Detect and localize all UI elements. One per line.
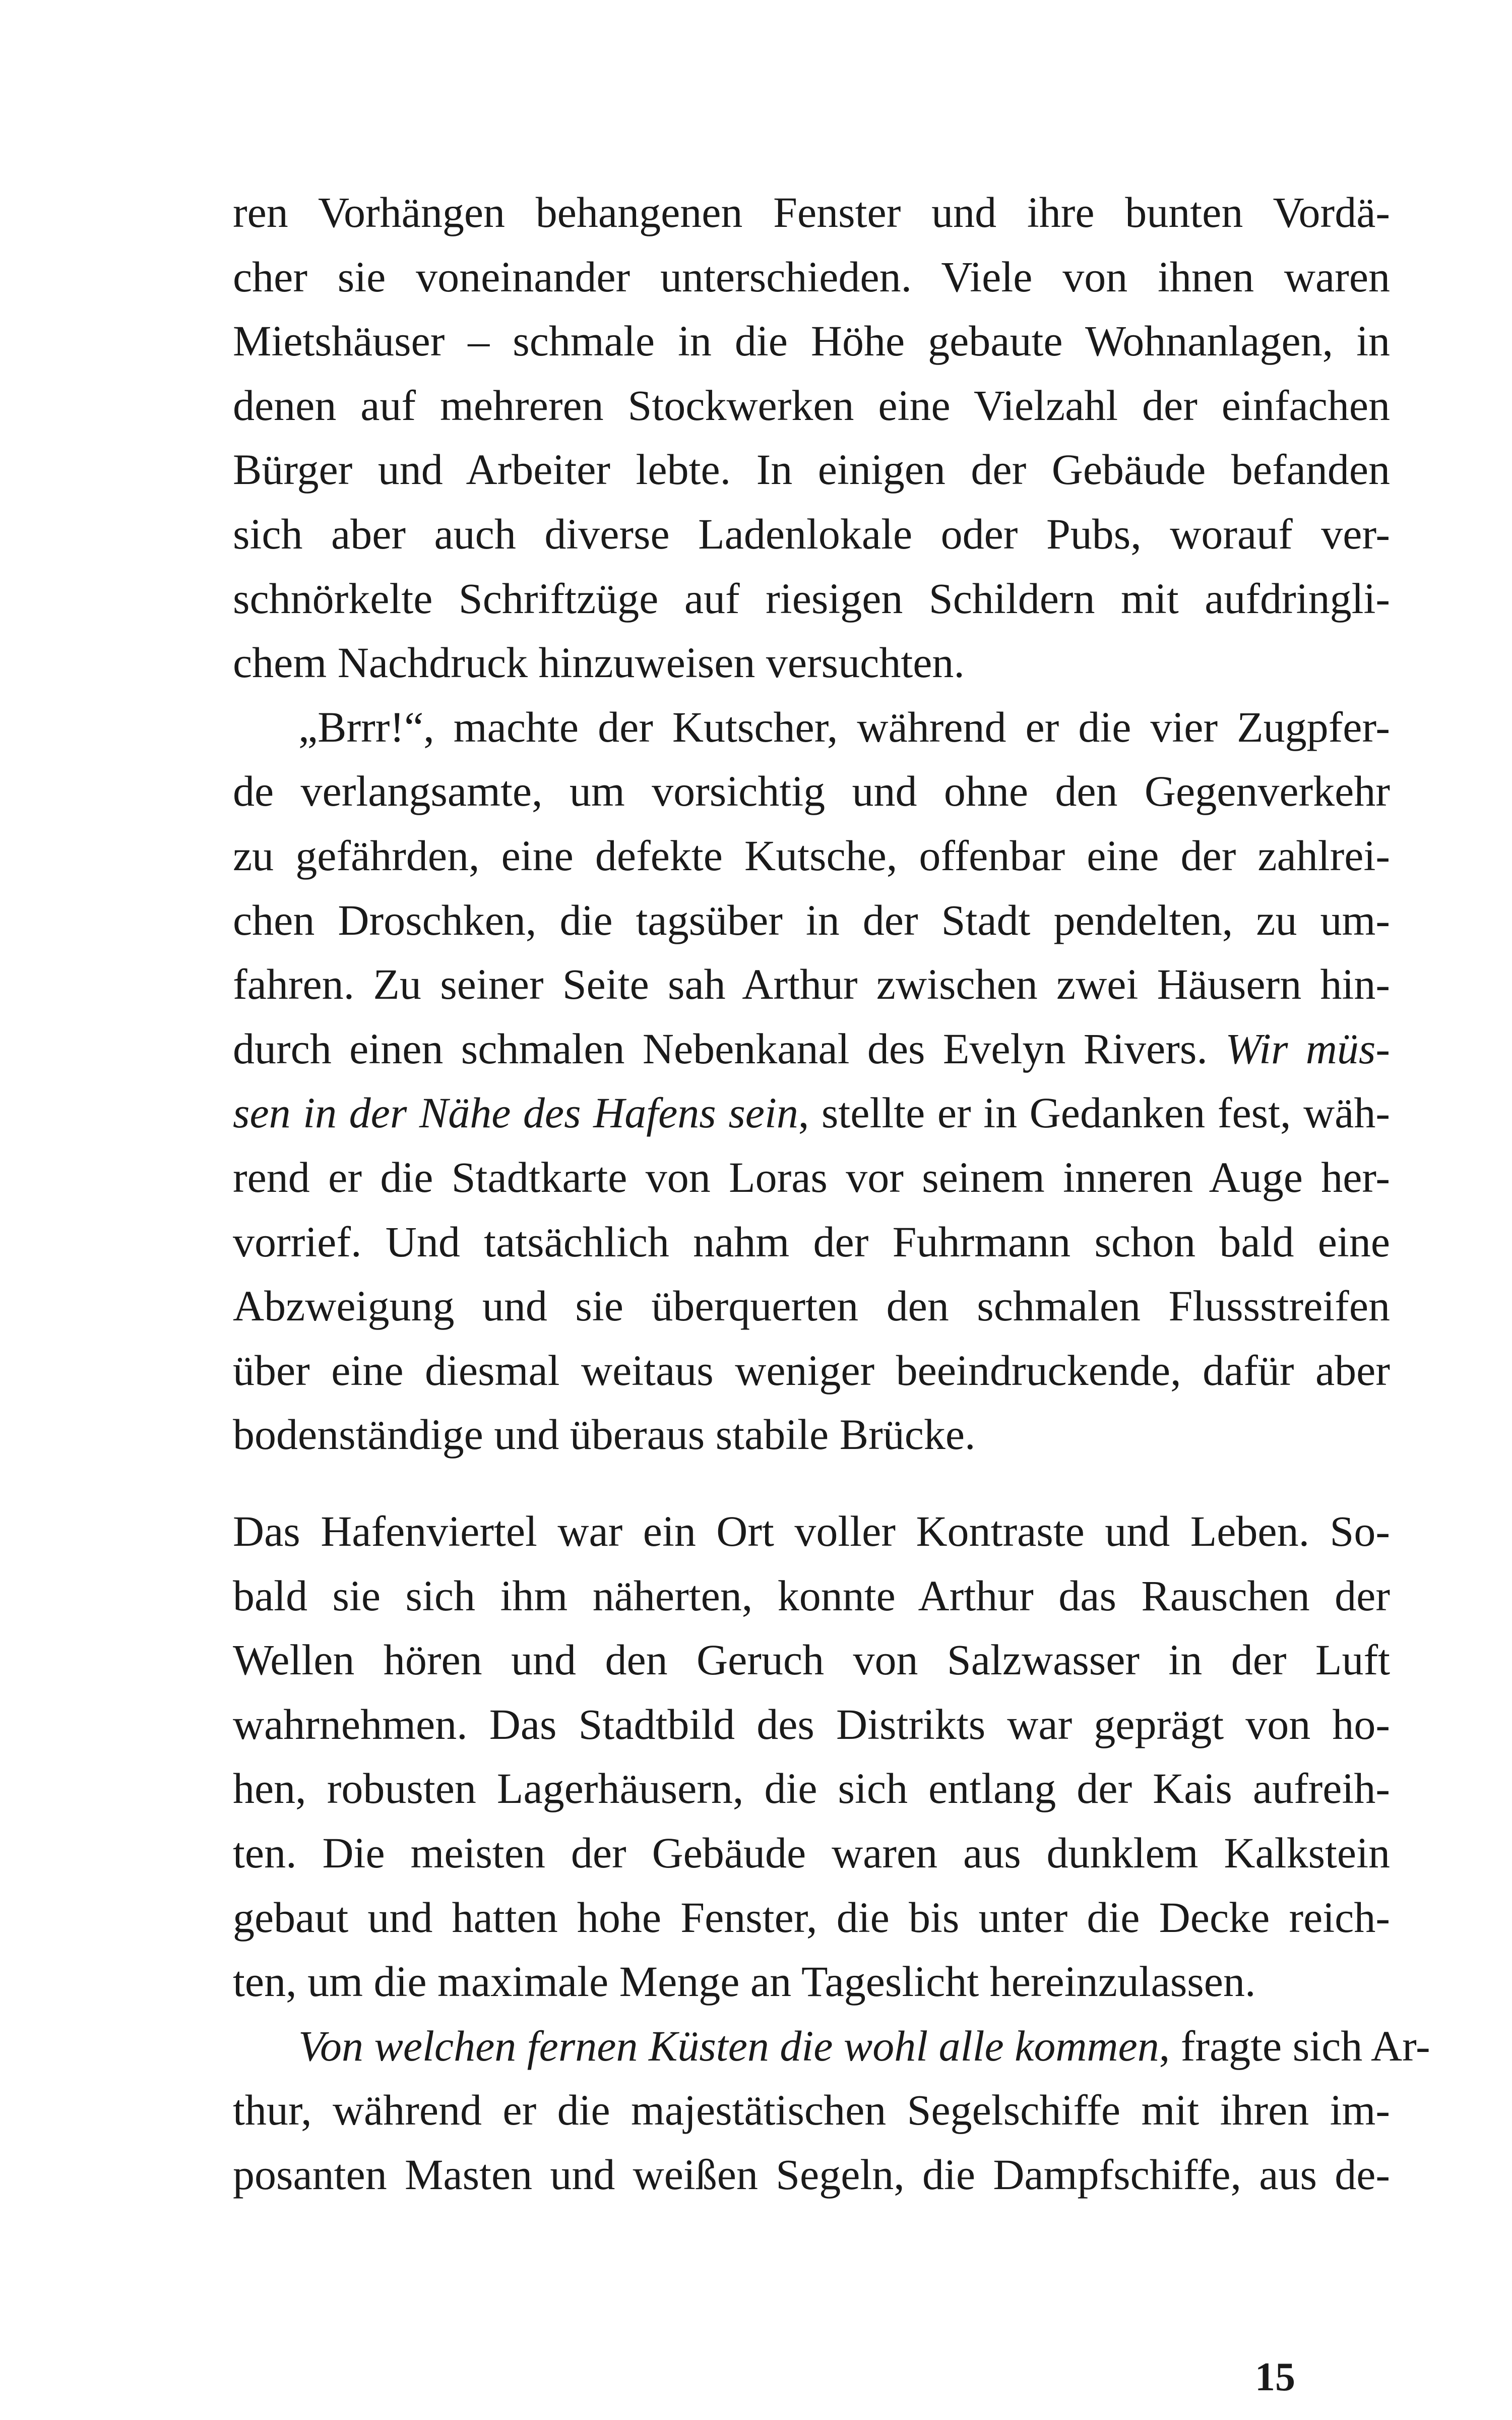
text-line: „Brrr!“, machte der Kutscher, während er die vier Zugpfer- xyxy=(298,702,1390,751)
text-line: Das Hafenviertel war ein Ort voller Kontraste und Leben. So- xyxy=(233,1507,1390,1555)
text-line: sich aber auch diverse Ladenlokale oder Pubs, worauf ver- xyxy=(233,509,1390,558)
text-line: ren Vorhängen behangenen Fenster und ihre bunten Vordä- xyxy=(233,188,1390,236)
italic-text-run: Wir müs- xyxy=(1225,1024,1391,1073)
text-run: , stellte er in Gedanken fest, wäh- xyxy=(798,1088,1390,1137)
text-line: thur, während er die majestätischen Segelschiffe mit ihren im- xyxy=(233,2086,1390,2135)
text-line: fahren. Zu seiner Seite sah Arthur zwischen zwei Häusern hin- xyxy=(233,960,1390,1009)
text-line: de verlangsamte, um vorsichtig und ohne den Gegenverkehr xyxy=(233,767,1390,816)
text-line: rend er die Stadtkarte von Loras vor seinem inneren Auge her- xyxy=(233,1153,1390,1201)
text-line: schnörkelte Schriftzüge auf riesigen Schildern mit aufdringli- xyxy=(233,574,1390,623)
text-section-2 xyxy=(233,1499,1430,2207)
text-line: über eine diesmal weitaus weniger beeindruckende, dafür aber xyxy=(233,1346,1390,1395)
text-run: durch einen schmalen Nebenkanal des Evelyn Rivers. xyxy=(233,1024,1226,1073)
text-line: gebaut und hatten hohe Fenster, die bis unter die Decke reich- xyxy=(233,1893,1390,1942)
text-line: bald sie sich ihm näherten, konnte Arthur das Rauschen der xyxy=(233,1571,1390,1620)
text-line: vorrief. Und tatsächlich nahm der Fuhrmann schon bald eine xyxy=(233,1217,1390,1266)
text-line: wahrnehmen. Das Stadtbild des Distrikts war geprägt von ho- xyxy=(233,1700,1390,1748)
text-line: Mietshäuser – schmale in die Höhe gebaute Wohnanlagen, in xyxy=(233,317,1390,366)
text-line: ten, um die maximale Menge an Tageslicht hereinzulassen. xyxy=(233,1957,1256,2006)
text-line: Abzweigung und sie überquerten den schmalen Flussstreifen xyxy=(233,1282,1390,1330)
text-line: denen auf mehreren Stockwerken eine Vielzahl der einfachen xyxy=(233,381,1390,430)
text-line: Bürger und Arbeiter lebte. In einigen der Gebäude befanden xyxy=(233,445,1390,494)
italic-text-run: Von welchen fernen Küsten die wohl alle kommen xyxy=(298,2021,1159,2070)
text-line xyxy=(233,1081,1390,1145)
text-line: cher sie voneinander unterschieden. Viele von ihnen waren xyxy=(233,252,1390,301)
text-line: posanten Masten und weißen Segeln, die Dampfschiffe, aus de- xyxy=(233,2150,1390,2199)
text-line: zu gefährden, eine defekte Kutsche, offenbar eine der zahlrei- xyxy=(233,831,1390,880)
text-line: Wellen hören und den Geruch von Salzwasser in der Luft xyxy=(233,1636,1390,1684)
text-line: chem Nachdruck hinzuweisen versuchten. xyxy=(233,638,965,687)
text-line xyxy=(233,1017,1390,1081)
text-line: hen, robusten Lagerhäusern, die sich entlang der Kais aufreih- xyxy=(233,1764,1390,1813)
text-line: ten. Die meisten der Gebäude waren aus dunklem Kalkstein xyxy=(233,1828,1390,1877)
italic-text-run: sen in der Nähe des Hafens sein xyxy=(233,1088,798,1137)
text-run: , fragte sich Ar- xyxy=(1159,2021,1430,2070)
page-number: 15 xyxy=(1255,2355,1295,2399)
text-section-1 xyxy=(233,180,1390,1467)
text-line: chen Droschken, die tagsüber in der Stadt pendelten, zu um- xyxy=(233,895,1390,944)
text-line xyxy=(233,2014,1430,2079)
text-line: bodenständige und überaus stabile Brücke. xyxy=(233,1410,976,1459)
